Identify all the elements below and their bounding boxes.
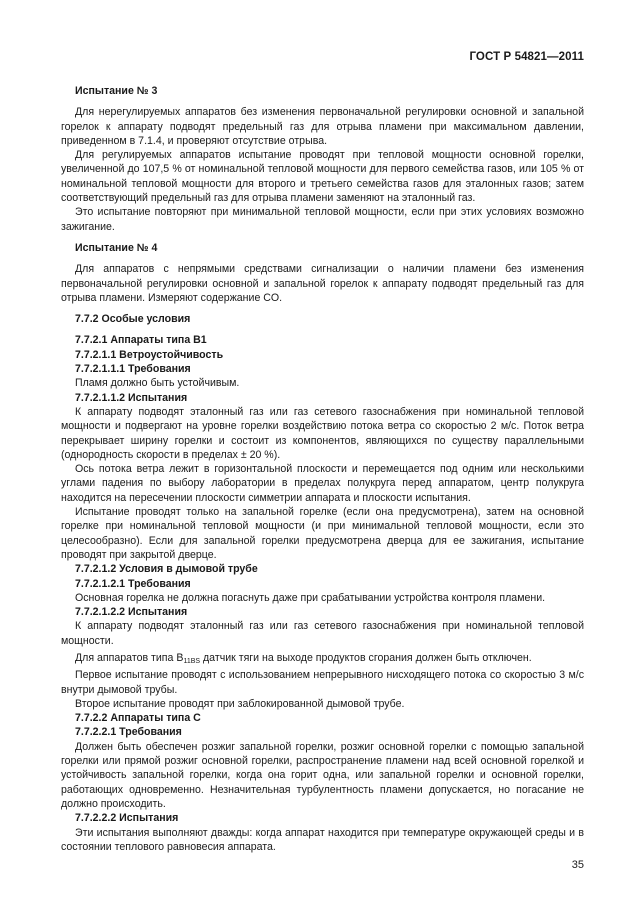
section-7-7-2-1-1-1-text: Пламя должно быть устойчивым. xyxy=(75,377,240,390)
section-7-7-2-title: 7.7.2 Особые условия xyxy=(75,313,191,326)
standard-header: ГОСТ Р 54821—2011 xyxy=(469,51,584,63)
section-7-7-2-1-2-2-text-3: Первое испытание проводят с использованием непрерывного нисходящего потока со скоростью 3 м/с внутри дымовой трубы. xyxy=(61,669,584,696)
page-number: 35 xyxy=(571,859,584,871)
section-7-7-2-1-2-2-text-1: К аппарату подводят эталонный газ или газ сетевого газоснабжения при номинальной тепловой мощности. xyxy=(61,620,584,647)
section-7-7-2-1-1-title: 7.7.2.1.1 Ветроустойчивость xyxy=(75,348,224,361)
test3-paragraph-3: Это испытание повторяют при минимальной тепловой мощности, если при этих условиях возможно зажигание. xyxy=(61,206,584,233)
section-7-7-2-2-title: 7.7.2.2 Аппараты типа C xyxy=(75,712,201,725)
section-7-7-2-2-2-text: Эти испытания выполняют дважды: когда аппарат находится при температуре окружающей среды и в состоянии теплового равновесия аппарата. xyxy=(61,826,584,853)
section-7-7-2-1-2-2-title: 7.7.2.1.2.2 Испытания xyxy=(75,606,188,619)
section-7-7-2-1-title: 7.7.2.1 Аппараты типа B1 xyxy=(75,334,207,347)
b11bs-prefix: Для аппаратов типа B xyxy=(75,651,184,664)
test3-paragraph-2: Для регулируемых аппаратов испытание проводят при тепловой мощности основной горелки, увеличенной до 107,5 % от номинальной тепловой мощности для первого семейства газов, или 105 % от номинальной тепловой мощности для второго и третьего семейства газов для эталонных газов; затем соответствующий предельный газ для отрыва пламени заменяют на эталонный газ. xyxy=(61,149,584,205)
section-7-7-2-2-1-text: Должен быть обеспечен розжиг запальной горелки, розжиг основной горелки с помощью запальной горелки или прямой розжиг основной горелки, распространение пламени над всей основной горелкой и устойчивость запальной горелки, когда она горит одна, или запальной горелки и основной горелки, работающих одновременно. Незначительная турбулентность пламени допускается, но погасание не должно происходить. xyxy=(61,740,584,810)
section-7-7-2-1-2-2-text-2 xyxy=(61,651,584,665)
test3-paragraph-1: Для нерегулируемых аппаратов без изменения первоначальной регулировки основной и запальной горелок к аппарату подводят предельный газ для отрыва пламени при максимальном давлении, приведенном в 7.1.4, и проверяют отсутствие отрыва. xyxy=(61,106,584,147)
section-7-7-2-1-2-2-text-4: Второе испытание проводят при заблокированной дымовой трубе. xyxy=(75,697,405,710)
section-7-7-2-1-1-2-text-3: Испытание проводят только на запальной горелке (если она предусмотрена), затем на основной горелке при номинальной тепловой мощности (и при минимальной тепловой мощности, если это целесообразно). Если для запальной горелки предусмотрена дверца для ее зажигания, испытание проводят при закрытой дверце. xyxy=(61,506,584,561)
section-7-7-2-2-1-title: 7.7.2.2.1 Требования xyxy=(75,726,182,739)
test4-title: Испытание № 4 xyxy=(75,241,158,254)
b11bs-subscript: 11BS xyxy=(183,657,201,665)
section-7-7-2-1-1-2-title: 7.7.2.1.1.2 Испытания xyxy=(75,391,188,404)
document-body xyxy=(61,84,584,854)
section-7-7-2-1-2-1-title: 7.7.2.1.2.1 Требования xyxy=(75,577,191,590)
section-7-7-2-2-2-title: 7.7.2.2.2 Испытания xyxy=(75,812,179,825)
b11bs-suffix: датчик тяги на выходе продуктов сгорания должен быть отключен. xyxy=(200,651,532,664)
test4-paragraph-1: Для аппаратов с непрямыми средствами сигнализации о наличии пламени без изменения первоначальной регулировки основной и запальной горелок к аппарату подводят предельный газ для отрыва пламени. Измеряют содержание CO. xyxy=(61,263,584,304)
test3-title: Испытание № 3 xyxy=(75,85,158,97)
section-7-7-2-1-1-2-text-1: К аппарату подводят эталонный газ или газ сетевого газоснабжения при номинальной тепловой мощности и подвергают на уровне горелки воздействию потока ветра со скоростью 2 м/с. Поток ветра перекрывает ширину горелки и состоит из компонентов, являющихся по существу параллельными (однородность скорости в пределах ± 20 %). xyxy=(61,405,584,461)
section-7-7-2-1-1-1-title: 7.7.2.1.1.1 Требования xyxy=(75,363,191,376)
section-7-7-2-1-2-title: 7.7.2.1.2 Условия в дымовой трубе xyxy=(75,563,258,576)
section-7-7-2-1-2-1-text: Основная горелка не должна погаснуть даже при срабатывании устройства контроля пламени. xyxy=(75,591,546,604)
section-7-7-2-1-1-2-text-2: Ось потока ветра лежит в горизонтальной плоскости и перемещается под одним или несколькими углами падения по выбору лаборатории в пределах полукруга перед аппаратом, центр полукруга находится на пересечении плоскости симметрии аппарата и плоскости испытания. xyxy=(61,463,584,504)
